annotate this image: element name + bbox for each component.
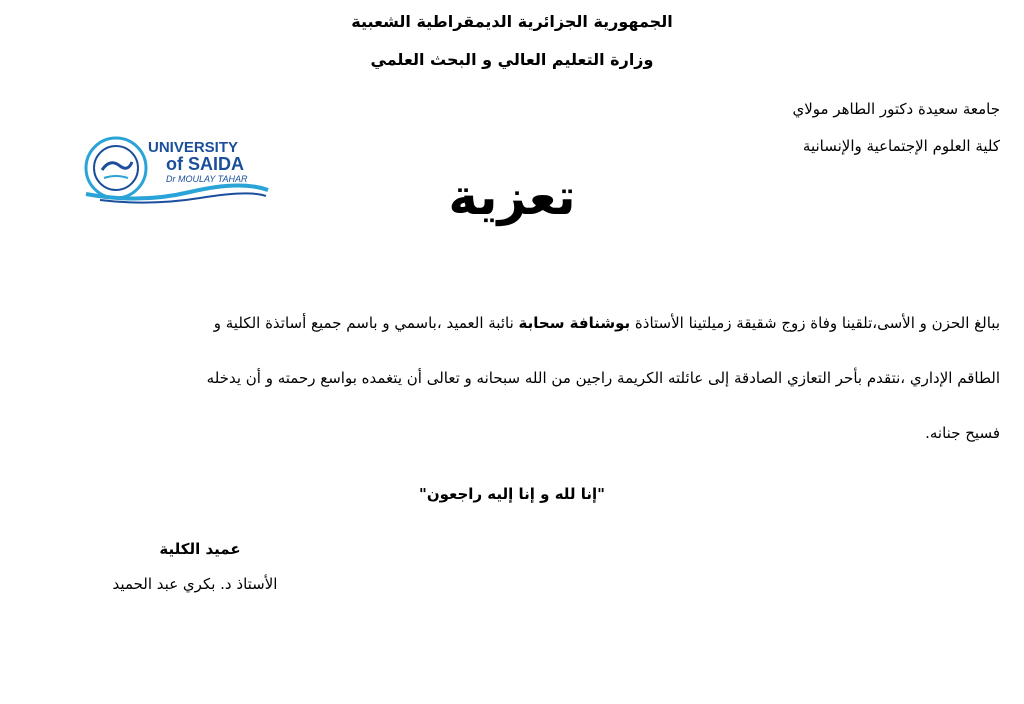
body-line-3: فسيح جنانه. [925, 424, 1000, 442]
condolence-quote: "إنا لله و إنا إليه راجعون" [419, 485, 605, 503]
signatory-title: عميد الكلية [159, 540, 241, 558]
university-name: جامعة سعيدة دكتور الطاهر مولاي [792, 100, 1000, 118]
body-line-1-after: نائبة العميد ،باسمي و باسم جميع أساتذة الكلية و [213, 314, 519, 332]
document-title: تعزية [448, 168, 576, 226]
logo-text-moulay-tahar: Dr MOULAY TAHAR [166, 174, 248, 184]
body-line-1 [60, 314, 1000, 332]
body-line-2: الطاقم الإداري ،نتقدم بأحر التعازي الصادقة إلى عائلته الكريمة راجين من الله سبحانه و تعالى أن يتغمده بواسع رحمته و أن يدخله [206, 369, 1000, 387]
faculty-name: كلية العلوم الإجتماعية والإنسانية [802, 137, 1000, 155]
signatory-name: الأستاذ د. بكري عبد الحميد [112, 575, 278, 593]
ministry-heading: وزارة التعليم العالي و البحث العلمي [370, 50, 654, 69]
body-line-1-before: ببالغ الحزن و الأسى،تلقينا وفاة زوج شقيقة زميلتينا الأستاذة [630, 314, 1000, 332]
colleague-name: بوشنافة سحابة [518, 314, 631, 332]
logo-text-saida: of SAIDA [166, 154, 244, 174]
logo-text-university: UNIVERSITY [148, 139, 239, 156]
republic-heading: الجمهورية الجزائرية الديمقراطية الشعبية [351, 12, 673, 31]
